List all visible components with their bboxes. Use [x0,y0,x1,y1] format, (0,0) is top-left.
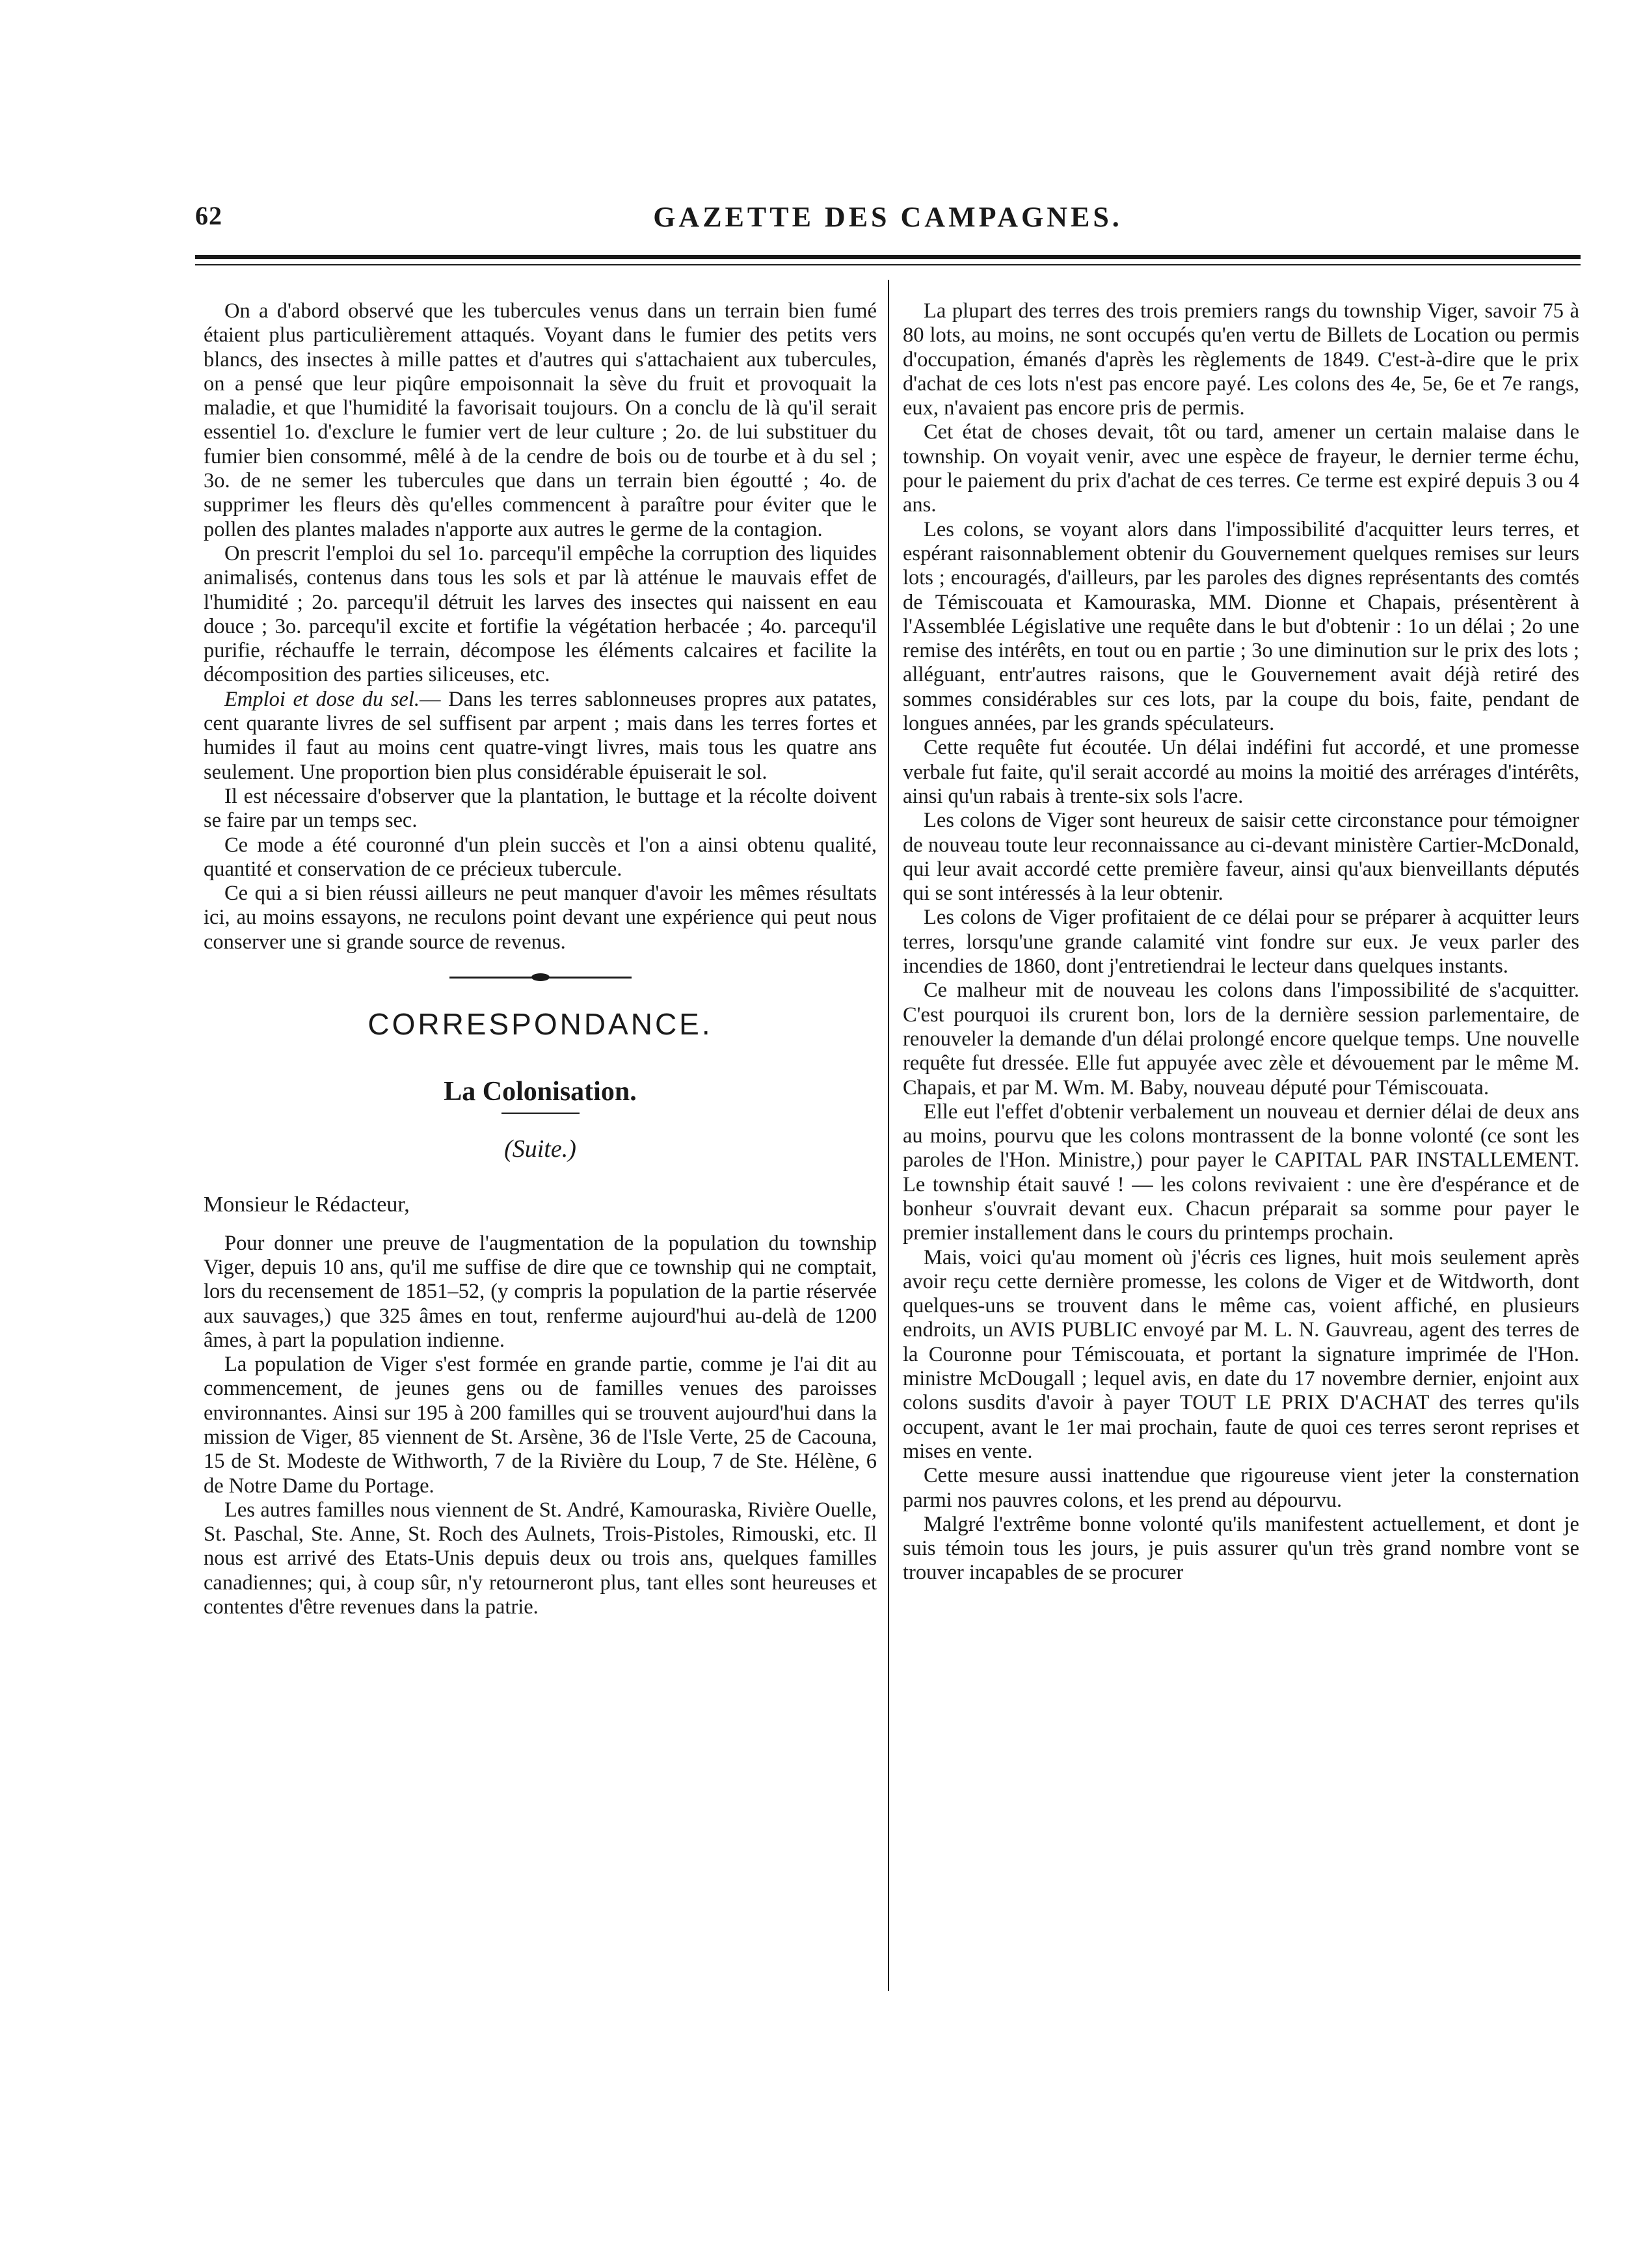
paragraph: Cette requête fut écoutée. Un délai indéfini fut accordé, et une promesse verbale fut faite, qu'il serait accordé au moins la moitié des arrérages d'intérêts, ainsi qu'un rabais à trente-six sols l'acre. [903,736,1579,808]
paragraph: Ce mode a été couronné d'un plein succès et l'on a ainsi obtenu qualité, quantité et conservation de ce précieux tubercule. [204,833,877,881]
page-number: 62 [195,201,222,230]
salutation: Monsieur le Rédacteur, [204,1193,410,1217]
paragraph: Ce malheur mit de nouveau les colons dans l'impossibilité de s'acquitter. C'est pourquoi ils crurent bon, lors de la dernière session parlementaire, de renouveler la demande d'un délai prolongé encore quelque temps. Une nouvelle requête fut dressée. Elle fut appuyée avec zèle et dévouement par le même M. Chapais, et par M. Wm. M. Baby, nouveau député pour Témiscouata. [903,979,1579,1100]
column-divider [888,280,889,1991]
paragraph: Ce qui a si bien réussi ailleurs ne peut manquer d'avoir les mêmes résultats ici, au moins essayons, ne reculons point devant une expérience qui peut nous conserver une si grande source de revenus. [204,882,877,954]
left-column [204,299,877,1619]
title-underline [501,1113,580,1114]
paragraph: Mais, voici qu'au moment où j'écris ces lignes, huit mois seulement après avoir reçu cette dernière promesse, les colons de Viger et de Witdworth, dont quelques-uns se trouvent dans le même cas, voient affiché, en plusieurs endroits, un AVIS PUBLIC envoyé par M. L. N. Gauvreau, agent des terres de la Couronne pour Témiscouata, et portant la signature imprimée de l'Hon. ministre McDougall ; lequel avis, en date du 17 novembre dernier, enjoint aux colons susdits d'avoir à payer TOUT LE PRIX D'ACHAT des terres qu'ils occupent, avant le 1er mai prochain, faute de quoi ces terres seront reprises et mises en vente. [903,1245,1579,1463]
header-rule-thick [195,255,1581,259]
paragraph: On a d'abord observé que les tubercules venus dans un terrain bien fumé étaient plus particulièrement attaqués. Voyant dans le fumier des petits vers blancs, des insectes à mille pattes et d'autres qui s'attachaient aux tubercules, on a pensé que leur piqûre empoisonnait la sève du fruit et provoquait la maladie, et que l'humidité la favorisait toujours. On a conclu de là qu'il serait essentiel 1o. d'exclure le fumier vert de leur culture ; 2o. de lui substituer du fumier bien consommé, mêlé à de la cendre de bois ou de tourbe et à du sel ; 3o. de ne semer les tubercules que dans un terrain bien égoutté ; 4o. de supprimer les fleurs dès qu'elles commencent à paraître pour éviter que le pollen des plantes malades n'apporte aux autres le germe de la contagion. [204,299,877,541]
paragraph: Il est nécessaire d'observer que la plantation, le buttage et la récolte doivent se faire par un temps sec. [204,784,877,833]
article-title [204,1076,877,1114]
section-title: CORRESPONDANCE. [367,1007,713,1042]
paragraph: La plupart des terres des trois premiers rangs du township Viger, savoir 75 à 80 lots, au moins, ne sont occupés qu'en vertu de Billets de Location ou permis d'occupation, émanés d'après les règlements de 1849. C'est-à-dire que le prix d'achat de ces lots n'est pas encore payé. Les colons des 4e, 5e, 6e et 7e rangs, eux, n'avaient pas encore pris de permis. [903,299,1579,420]
paragraph: On prescrit l'emploi du sel 1o. parcequ'il empêche la corruption des liquides animalisés, contenus dans tous les sols et par là atténue le mauvais effet de l'humidité ; 2o. parcequ'il détruit les larves des insectes qui naissent en eau douce ; 3o. parcequ'il excite et fortifie la végétation herbacée ; 4o. parcequ'il purifie, réchauffe le terrain, décompose les éléments calcaires et facilite la décomposition des parties siliceuses, etc. [204,541,877,687]
page-header [195,200,1581,239]
right-column [903,299,1579,1586]
separator-ornament [531,973,550,981]
paragraph: Elle eut l'effet d'obtenir verbalement un nouveau et dernier délai de deux ans au moins, pourvu que les colons montrassent de la bonne volonté (ce sont les paroles de l'Hon. Ministre,) pour payer le CAPITAL PAR INSTALLEMENT. Le township était sauvé ! — les colons revivaient : une ère d'espérance et de bonheur s'ouvrait devant eux. Chacun préparait sa somme pour payer le premier installement dans le cours du printemps prochain. [903,1100,1579,1245]
letter-paragraph: La population de Viger s'est formée en grande partie, comme je l'ai dit au commencement, de jeunes gens ou de familles venues des paroisses environnantes. Ainsi sur 195 à 200 familles qui se trouvent aujourd'hui dans la mission de Viger, 85 viennent de St. Arsène, 36 de l'Isle Verte, 25 de Cacouna, 15 de St. Modeste de Withworth, 7 de la Rivière du Loup, 7 de Ste. Hélène, 6 de Notre Dame du Portage. [204,1353,877,1498]
paragraph-emploi [204,688,877,785]
letter-paragraph: Pour donner une preuve de l'augmentation de la population du township Viger, depuis 10 ans, qu'il me suffise de dire que ce township qui ne comptait, lors du recensement de 1851–52, (y compris la population de la partie réservée aux sauvages,) que 325 âmes en tout, renferme aujourd'hui au-delà de 1200 âmes, à part la population indienne. [204,1231,877,1352]
paragraph: Les colons, se voyant alors dans l'impossibilité d'acquitter leurs terres, et espérant raisonnablement obtenir du Gouvernement quelques remises sur leurs lots ; encouragés, d'ailleurs, par les paroles des dignes représentants des comtés de Témiscouata et Kamouraska, MM. Dionne et Chapais, présentèrent à l'Assemblée Législative une requête dans le but d'obtenir : 1o un délai ; 2o une remise des intérêts, en tout ou en partie ; 3o une diminution sur le prix des lots ; alléguant, entr'autres raisons, que le Gouvernement avait déjà retiré des sommes considérables sur ces lots, par la coupe du bois, faite, pendant de longues années, par les grands spéculateurs. [903,517,1579,736]
header-rule-thin [195,264,1581,265]
paragraph: Les colons de Viger profitaient de ce délai pour se préparer à acquitter leurs terres, lorsqu'une grande calamité vint fondre sur eux. Je veux parler des incendies de 1860, dont j'entretiendrai le lecteur dans quelques instants. [903,906,1579,979]
emploi-text: — Dans les terres sablonneuses propres aux patates, cent quarante livres de sel suffisent par arpent ; mais dans les terres fortes et humides il faut au moins cent quatre-vingt livres, mais tous les quatre ans seulement. Une proportion bien plus considérable épuiserait le sol. [204,687,877,784]
paragraph: Cet état de choses devait, tôt ou tard, amener un certain malaise dans le township. On voyait venir, avec une espèce de frayeur, le dernier terme échu, pour le paiement du prix d'achat de ces terres. Ce terme est expiré depuis 3 ou 4 ans. [903,420,1579,517]
paragraph: Les colons de Viger sont heureux de saisir cette circonstance pour témoigner de nouveau toute leur reconnaissance au ci-devant ministère Cartier-McDonald, qui leur avait accordé cette première faveur, ainsi qu'aux bienveillants députés qui se sont intéressés à la leur obtenir. [903,809,1579,906]
paragraph: Malgré l'extrême bonne volonté qu'ils manifestent actuellement, et dont je suis témoin tous les jours, je puis assurer qu'un très grand nombre vont se trouver incapables de se procurer [903,1512,1579,1585]
article-title-text: La Colonisation. [444,1077,637,1107]
paragraph: Cette mesure aussi inattendue que rigoureuse vient jeter la consternation parmi nos pauvres colons, et les prend au dépourvu. [903,1464,1579,1512]
letter-paragraph: Les autres familles nous viennent de St. André, Kamouraska, Rivière Ouelle, St. Paschal, Ste. Anne, St. Roch des Aulnets, Trois-Pistoles, Rimouski, etc. Il nous est arrivé des Etats-Unis depuis deux ou trois ans, quelques familles canadiennes; qui, à coup sûr, n'y retourneront plus, tant elles sont heureuses et contentes d'être revenues dans la patrie. [204,1498,877,1619]
suite-label: (Suite.) [504,1135,576,1163]
ornamental-separator [449,977,632,979]
running-title: GAZETTE DES CAMPAGNES. [653,201,1123,233]
emploi-heading: Emploi et dose du sel. [224,687,420,711]
